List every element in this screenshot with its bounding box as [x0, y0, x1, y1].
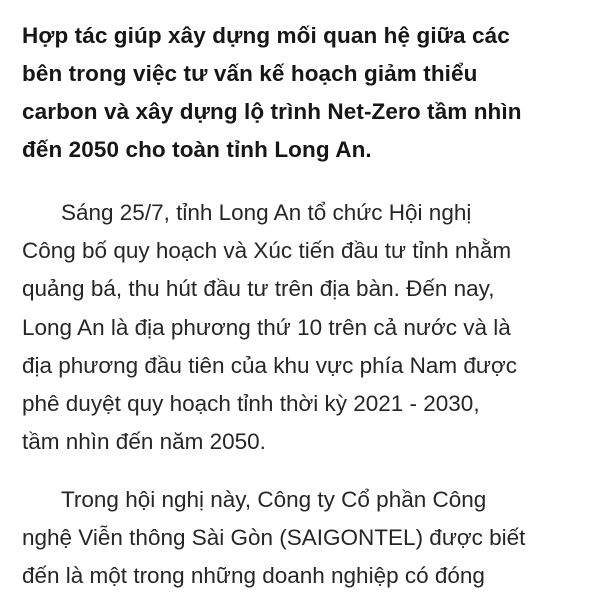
paragraph-line: Sáng 25/7, tỉnh Long An tổ chức Hội nghị: [61, 200, 472, 225]
paragraph-line: phê duyệt quy hoạch tỉnh thời kỳ 2021 - 2030,: [22, 391, 480, 417]
article-paragraph-1: [22, 194, 597, 461]
lead-line: Hợp tác giúp xây dựng mối quan hệ giữa các: [22, 23, 510, 48]
lead-line: bên trong việc tư vấn kế hoạch giảm thiểu: [22, 61, 478, 86]
paragraph-line: Trong hội nghị này, Công ty Cổ phần Công: [61, 487, 487, 512]
paragraph-line: Long An là địa phương thứ 10 trên cả nước và là: [22, 314, 511, 340]
article-lead: [22, 17, 597, 169]
lead-line: đến 2050 cho toàn tỉnh Long An.: [22, 137, 372, 162]
paragraph-line: Công bố quy hoạch và Xúc tiến đầu tư tỉnh nhằm: [22, 238, 512, 264]
article-paragraph-2: [22, 481, 597, 596]
paragraph-line: đến là một trong những doanh nghiệp có đóng: [22, 563, 485, 589]
paragraph-line: tầm nhìn đến năm 2050.: [22, 429, 266, 455]
paragraph-line: quảng bá, thu hút đầu tư trên địa bàn. Đến nay,: [22, 276, 495, 302]
paragraph-line: nghệ Viễn thông Sài Gòn (SAIGONTEL) được biết: [22, 525, 526, 551]
lead-line: carbon và xây dựng lộ trình Net-Zero tầm nhìn: [22, 99, 522, 124]
paragraph-line: địa phương đầu tiên của khu vực phía Nam được: [22, 352, 517, 378]
